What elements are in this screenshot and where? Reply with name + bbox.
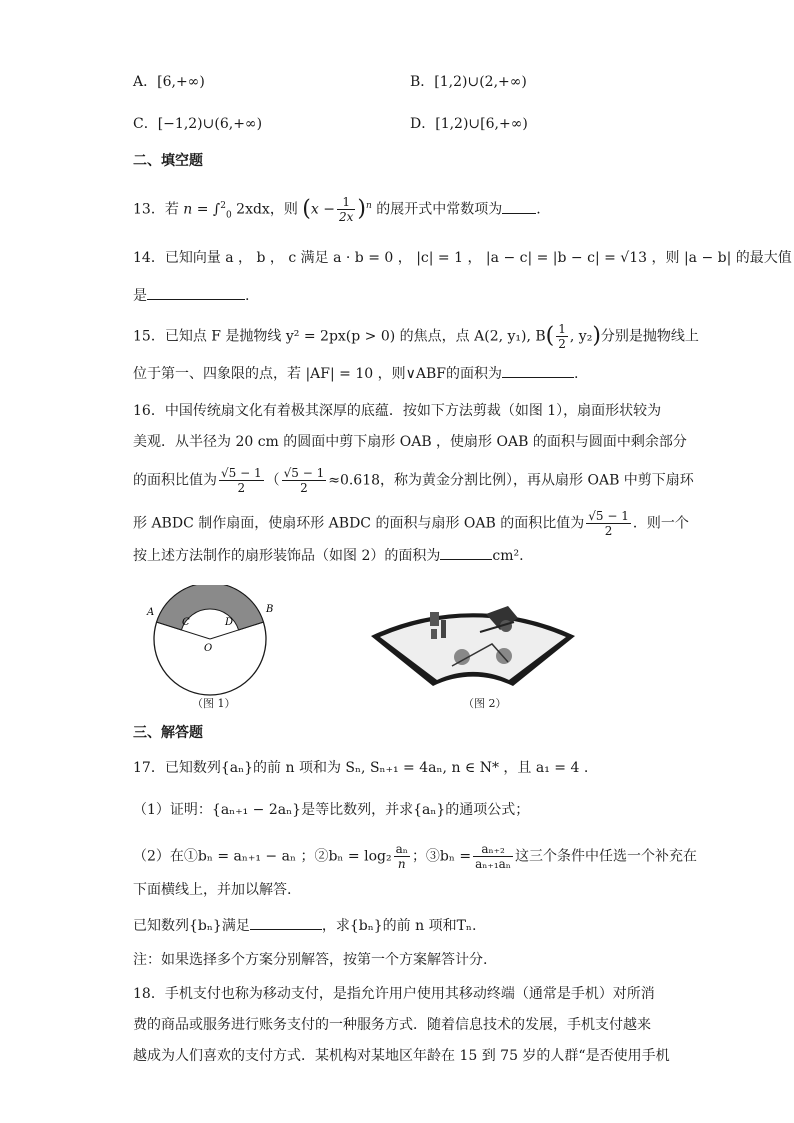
question-14-line2: 是 . [133,285,249,306]
question-18-line1: 18．手机支付也称为移动支付，是指允许用户使用其移动终端（通常是手机）对所消 [133,986,655,1002]
question-18-line3: 越成为人们喜欢的支付方式．某机构对某地区年龄在 15 到 75 岁的人群“是否使用手机 [133,1048,670,1064]
question-17-part2: （2）在①bₙ = aₙ₊₁ − aₙ ；②bₙ = log₂ $\frac{\text{aₙ}}{n}$ ；③bₙ = $\frac{\text{aₙ₊₂}}{\text{aₙ₊₁aₙ}}$ 这三个条件中任选一个补充在 [133,842,697,871]
question-16-line1: 16．中国传统扇文化有着极其深厚的底蕴．按如下方法剪裁（如图 1），扇面形状较为 [133,403,662,419]
question-17-part1: （1）证明：{aₙ₊₁ − 2aₙ}是等比数列，并求{aₙ}的通项公式； [133,802,530,818]
figure-2-fan-decoration [368,596,578,691]
question-16-line5: 按上述方法制作的扇形装饰品（如图 2）的面积为 cm². [133,545,524,566]
figure-1-caption: （图 1） [192,697,236,710]
label-o: O [204,643,213,654]
answer-blank[interactable] [502,199,536,214]
question-16-line3: 的面积比值为 $\frac{√5 - 1}{2}$ （ $\frac{√5 - 1}{2}$ ≈0.618，称为黄金分割比例），再从扇形 OAB 中剪下扇环 [133,466,694,495]
figure-1-fan-diagram [145,585,285,700]
question-14-line1: 14．已知向量 a ， b ， c 满足 a · b = 0 ， |c| = 1 ， |a − c| = |b − c| = √13 ，则 |a − b| 的最大值 [133,250,792,266]
question-17-note: 注：如果选择多个方案分别解答，按第一个方案解答计分. [133,952,488,968]
answer-blank[interactable] [250,915,322,930]
label-d: D [225,617,234,628]
answer-blank[interactable] [502,363,574,378]
answer-blank[interactable] [147,285,245,300]
question-15-line1: 15．已知点 F 是抛物线 y² = 2px(p > 0) 的焦点，点 A(2, y₁), B( $\frac{1}{2}$ , y₂)分别是抛物线上 [133,322,699,351]
option-b: B．[1,2)∪(2,+∞) [410,74,527,90]
option-c: C．[−1,2)∪(6,+∞) [133,116,263,132]
option-a: A．[6,+∞) [133,74,205,90]
label-c: C [182,617,190,628]
question-16-line4: 形 ABDC 制作扇面，使扇环形 ABDC 的面积与扇形 OAB 的面积比值为 $\frac{√5 - 1}{2}$ ．则一个 [133,509,689,538]
question-17-line1: 17．已知数列{aₙ}的前 n 项和为 Sₙ, Sₙ₊₁ = 4aₙ, n ∈ N* ，且 a₁ = 4 . [133,760,589,776]
question-13: 13．若 n = ∫$^2_0$ 2xdx，则 (x − $\frac{1}{2x}$ )$^n$ 的展开式中常数项为 . [133,195,541,224]
label-a: A [147,607,155,618]
answer-blank[interactable] [440,545,492,560]
question-15-line2: 位于第一、四象限的点，若 |AF| = 10 ，则∨ABF的面积为 . [133,363,578,384]
figure-2-caption: （图 2） [463,697,507,710]
label-b: B [266,604,274,615]
section-title-fill-blank: 二、填空题 [133,153,203,169]
question-17-line-known: 已知数列{bₙ}满足 ，求{bₙ}的前 n 项和Tₙ. [133,915,476,936]
section-title-answer: 三、解答题 [133,725,203,741]
question-18-line2: 费的商品或服务进行账务支付的一种服务方式．随着信息技术的发展，手机支付越来 [133,1017,651,1033]
question-17-line-fill: 下面横线上，并加以解答. [133,882,292,898]
option-d: D．[1,2)∪[6,+∞) [410,116,528,132]
question-16-line2: 美观．从半径为 20 cm 的圆面中剪下扇形 OAB ，使扇形 OAB 的面积与圆面中剩余部分 [133,434,687,450]
